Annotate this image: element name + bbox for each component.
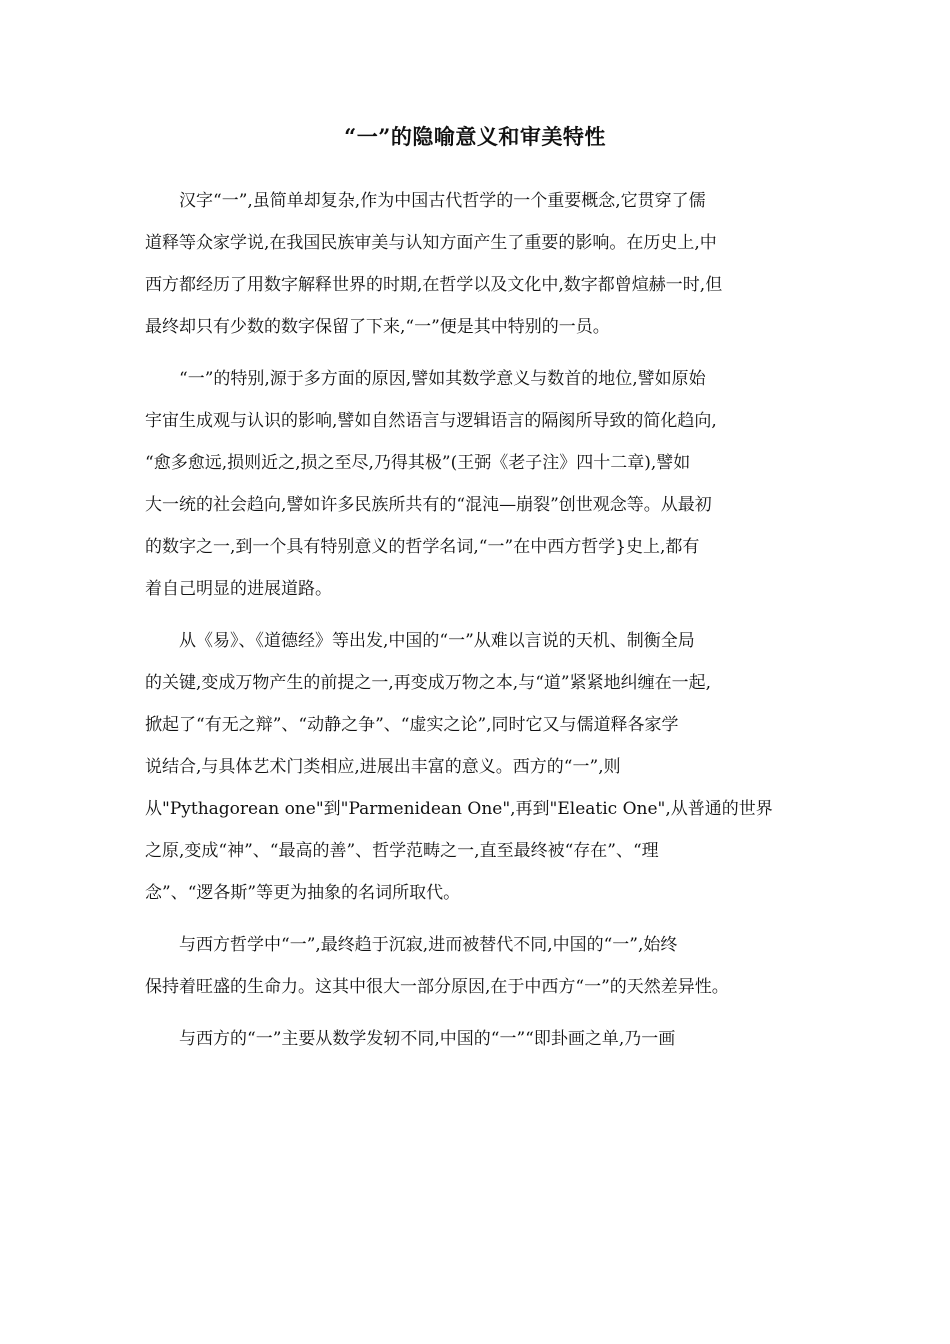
paragraph — [145, 929, 815, 1013]
text-line: 与西方哲学中“一”,最终趋于沉寂,进而被替代不同,中国的“一”,始终 — [179, 935, 678, 955]
text-line: 说结合,与具体艺术门类相应,进展出丰富的意义。西方的“一”,则 — [145, 757, 621, 777]
text-line: 掀起了“有无之辩”、“动静之争”、“虚实之论”,同时它又与儒道释各家学 — [145, 715, 679, 735]
text-line: 的关键,变成万物产生的前提之一,再变成万物之本,与“道”紧紧地纠缠在一起, — [145, 673, 711, 693]
paragraph — [145, 363, 815, 615]
text-line: 从"Pythagorean one"到"Parmenidean One",再到"Eleatic One",从普通的世界 — [145, 799, 773, 819]
text-line: 大一统的社会趋向,譬如许多民族所共有的“混沌—崩裂”创世观念等。从最初 — [145, 495, 712, 515]
text-line: 宇宙生成观与认识的影响,譬如自然语言与逻辑语言的隔阂所导致的简化趋向, — [145, 411, 717, 431]
text-line: 最终却只有少数的数字保留了下来,“一”便是其中特别的一员。 — [145, 317, 610, 337]
text-line: 与西方的“一”主要从数学发轫不同,中国的“一”“即卦画之单,乃一画 — [179, 1029, 676, 1049]
paragraph — [145, 625, 815, 919]
text-line: “愈多愈远,损则近之,损之至尽,乃得其极”(王弼《老子注》四十二章),譬如 — [145, 453, 691, 473]
paragraph — [145, 185, 815, 353]
text-line: 之原,变成“神”、“最高的善”、哲学范畴之一,直至最终被“存在”、“理 — [145, 841, 659, 861]
text-line: 保持着旺盛的生命力。这其中很大一部分原因,在于中西方“一”的天然差异性。 — [145, 977, 729, 997]
paragraph — [145, 1023, 815, 1065]
document-title: “一”的隐喻意义和审美特性 — [344, 124, 606, 149]
text-line: 从《易》、《道德经》等出发,中国的“一”从难以言说的天机、制衡全局 — [179, 631, 695, 651]
text-line: 着自己明显的进展道路。 — [145, 579, 332, 599]
text-line: 念”、“逻各斯”等更为抽象的名词所取代。 — [145, 883, 461, 903]
text-line: “一”的特别,源于多方面的原因,譬如其数学意义与数首的地位,譬如原始 — [179, 369, 706, 389]
text-line: 西方都经历了用数字解释世界的时期,在哲学以及文化中,数字都曾煊赫一时,但 — [145, 275, 723, 295]
text-line: 道释等众家学说,在我国民族审美与认知方面产生了重要的影响。在历史上,中 — [145, 233, 717, 253]
text-line: 汉字“一”,虽简单却复杂,作为中国古代哲学的一个重要概念,它贯穿了儒 — [179, 191, 706, 211]
text-line: 的数字之一,到一个具有特别意义的哲学名词,“一”在中西方哲学}史上,都有 — [145, 537, 700, 557]
document-body — [145, 185, 815, 1075]
